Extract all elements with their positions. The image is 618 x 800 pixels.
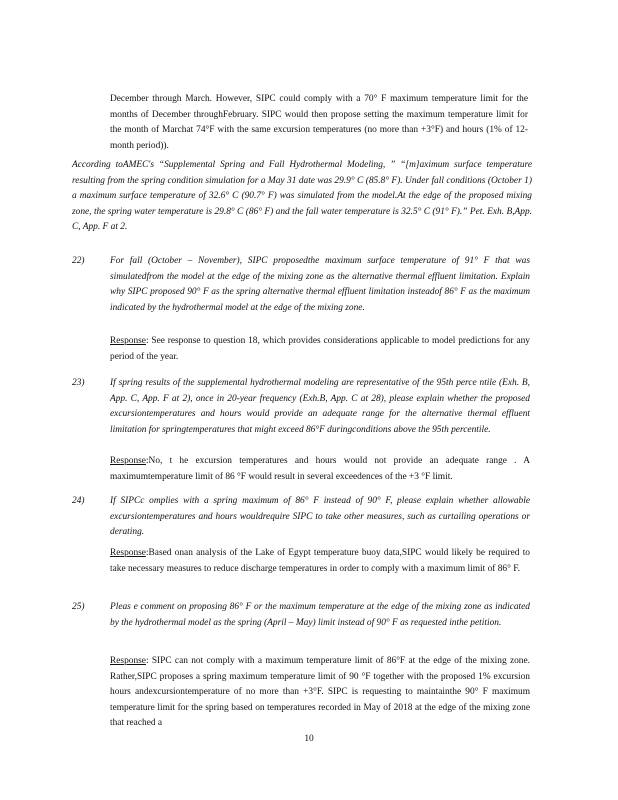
question-text: If SIPCc omplies with a spring maximum of 86° F instead of 90° F, please explain whether allowable excursiontemperatures and hours wouldrequire SIPC to take other measures, such as curtailing operations or derating. [110,496,530,538]
question-text: Pleas e comment on proposing 86° F or the maximum temperature at the edge of the mixing zone as indicated by the hydrothermal model as the spring (April – May) limit instead of 90° F as requested inthe petition. [110,602,530,628]
intro-paragraph: December through March. However, SIPC could comply with a 70° F maximum temperature limit for the months of December throughFebruary. SIPC would then propose setting the maximum temperature limit for the month of Marchat 74°F with the same excursion temperatures (no more than +3°F) and hours (1% of 12-month period)). [110,94,528,151]
question-number: 25) [72,602,85,612]
response-label: Response [110,548,146,558]
response-25 [110,654,530,732]
response-label: Response [110,656,146,666]
question-text: For fall (October – November), SIPC proposedthe maximum surface temperature of 91° F that was simulatedfrom the model at the edge of the mixing zone as the alternative thermal effluent limitation. Explain why SIPC proposed 90° F as the spring alternative thermal effluent limitation insteadof 86° F as the maximum indicated by the hydrothermal model at the edge of the mixing zone. [110,256,530,313]
quoted-modeling-paragraph: According toAMEC's “Supplemental Spring and Fall Hydrothermal Modeling, ” “[m]aximum surface temperature resulting from the spring condition simulation for a May 31 date was 29.9° C (85.8° F). Under fall conditions (October 1) a maximum surface temperature of 32.6° C (90.7° F) was simulated from the model.At the edge of the proposed mixing zone, the spring water temperature is 29.8° C (86° F) and the fall water temperature is 32.5° C (91° F).” Pet. Exh. B,App. C, App. F at 2. [72,160,532,233]
response-label: Response [110,456,146,466]
question-text: If spring results of the supplemental hydrothermal modeling are representative of the 95th perce ntile (Exh. B, App. C, App. F at 2), once in 20-year frequency (Exh.B, App. C at 28), please explain whether the proposed excursiontemperatures and hours would provide an adequate range for the alternative thermal effluent limitation for springtemperatures that might exceed 86°F duringconditions above the 95th percentile. [110,378,530,435]
response-text: : See response to question 18, which provides considerations applicable to model predictions for any period of the year. [110,336,530,362]
response-text: :No, t he excursion temperatures and hours would not provide an adequate range . A maximumtemperature limit of 86 °F would result in several exceedences of the +3 °F limit. [110,456,530,482]
response-23 [110,454,530,485]
response-text: :Based onan analysis of the Lake of Egypt temperature buoy data,SIPC would likely be required to take necessary measures to reduce discharge temperatures in order to comply with a maximum limit of 86° F. [110,548,530,574]
question-number: 23) [72,378,85,388]
question-number: 22) [72,256,85,266]
page-number: 10 [304,734,314,744]
response-label: Response [110,336,146,346]
response-24 [110,546,530,577]
response-22 [110,334,530,365]
question-number: 24) [72,496,85,506]
response-text: : SIPC can not comply with a maximum temperature limit of 86°F at the edge of the mixing zone. Rather,SIPC proposes a spring maximum temperature limit of 90 °F together with the proposed 1% excursion hours andexcursiontemperature of no more than +3°F. SIPC is requesting to maintainthe 90° F maximum temperature limit for the spring based on temperatures recorded in May of 2018 at the edge of the mixing zone that reached a [110,656,530,729]
